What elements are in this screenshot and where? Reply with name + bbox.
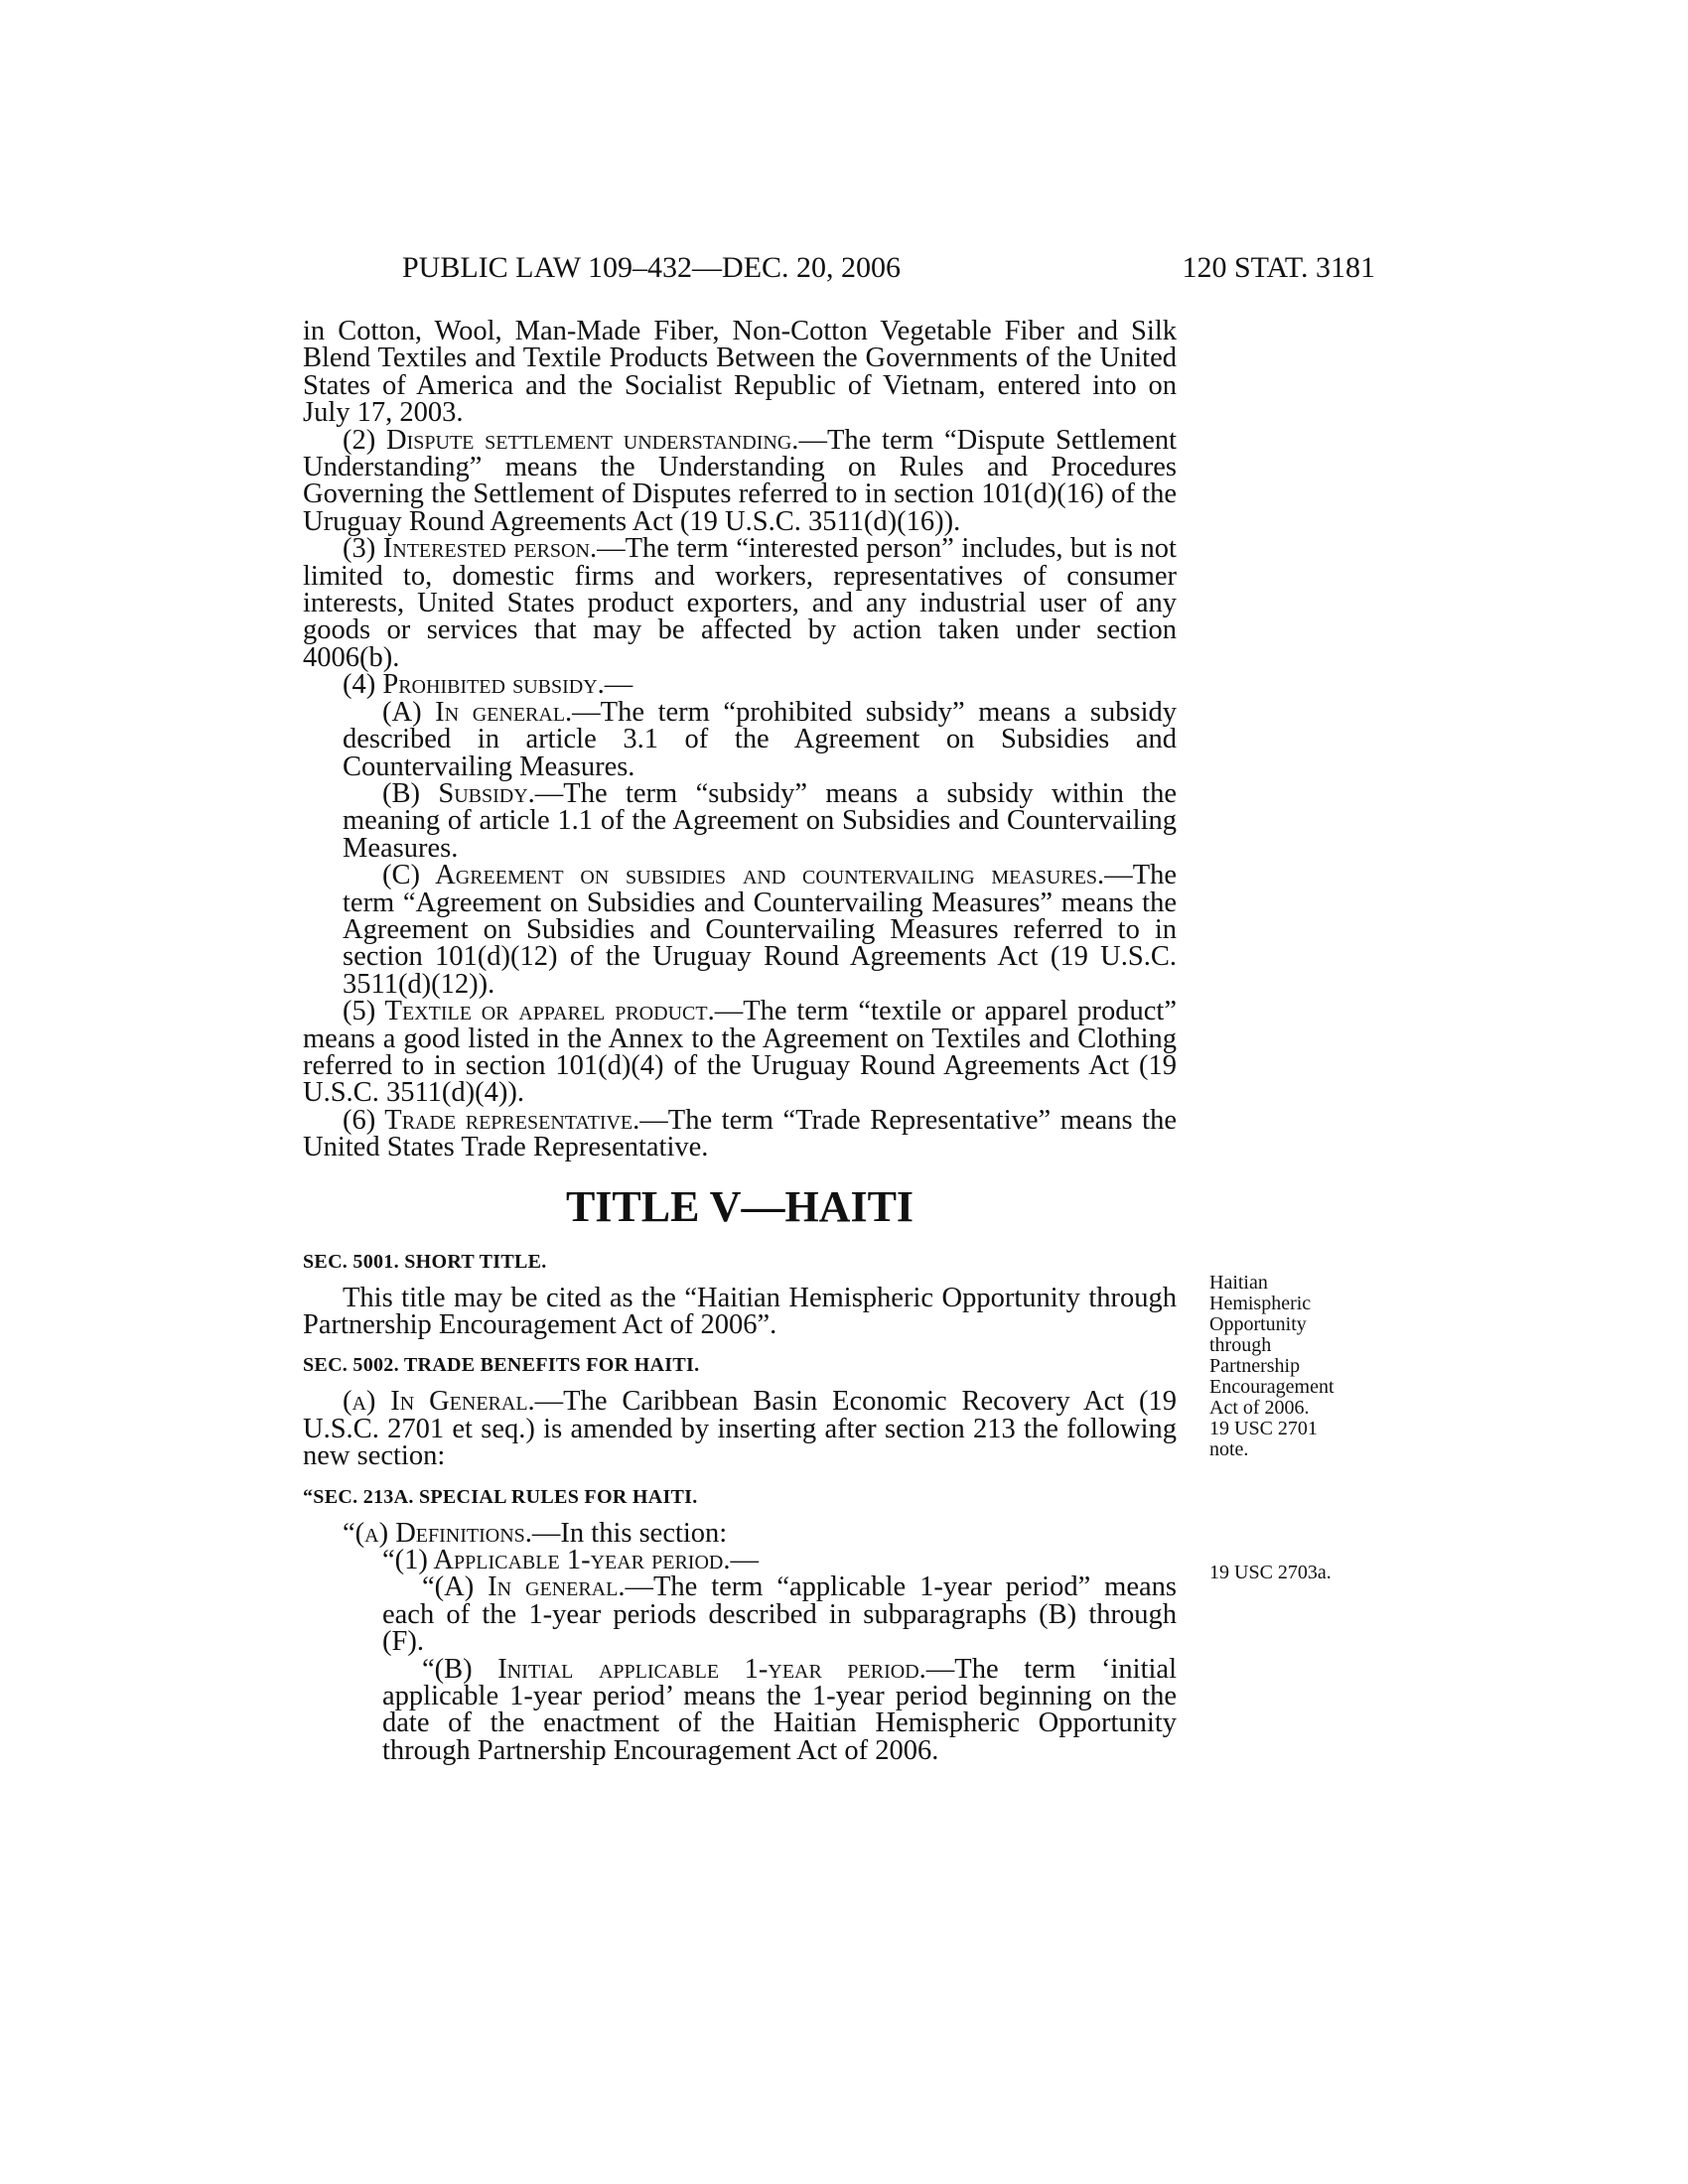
definition-4b: (B) Subsidy.—The term “subsidy” means a subsidy within the meaning of article 1.1 of the Agreement on Subsidies and Countervailing Measures.: [343, 777, 1178, 864]
public-law-citation: PUBLIC LAW 109–432—DEC. 20, 2006: [402, 251, 902, 284]
main-text-column: [303, 318, 1177, 1764]
definition-4c: (C) Agreement on subsidies and countervailing measures.—The term “Agreement on Subsidies and Countervailing Measures” means the Agreement on Subsidies and Countervailing Measures referred to in section 101(d)(12) of the Uruguay Round Agreements Act (19 U.S.C. 3511(d)(12)).: [343, 860, 1177, 1000]
page-header: [402, 248, 1375, 288]
margin-note-short-title: Haitian Hemispheric Opportunity through Partnership Encouragement Act of 2006. 19 USC 2701 note.: [1209, 1272, 1335, 1460]
definition-applicable-period: “(1) Applicable 1-year period.—: [382, 1545, 759, 1576]
definition-4a: (A) In general.—The term “prohibited subsidy” means a subsidy described in article 3.1 of the Agreement on Subsidies and Countervailing Measures.: [343, 696, 1177, 782]
margin-note-usc-2703a: 19 USC 2703a.: [1209, 1562, 1332, 1583]
section-5001-heading: SEC. 5001. SHORT TITLE.: [303, 1250, 547, 1273]
definition-5: (5) Textile or apparel product.—The term “textile or apparel product” means a good listed in the Annex to the Agreement on Textiles and Clothing referred to in section 101(d)(4) of the Uruguay Round Agreements Act (19 U.S.C. 3511(d)(4)).: [303, 996, 1177, 1109]
section-213a-heading: “SEC. 213A. SPECIAL RULES FOR HAITI.: [303, 1485, 698, 1508]
definitions-intro: “(a) Definitions.—In this section:: [343, 1517, 728, 1549]
section-5002-heading: SEC. 5002. TRADE BENEFITS FOR HAITI.: [303, 1354, 700, 1377]
section-5001-text: This title may be cited as the “Haitian Hemispheric Opportunity through Partnership Encouragement Act of 2006”.: [303, 1282, 1177, 1340]
title-heading: TITLE V—HAITI: [565, 1181, 914, 1231]
section-5002-a: (a) In General.—The Caribbean Basin Economic Recovery Act (19 U.S.C. 2701 et seq.) is amended by inserting after section 213 the following new section:: [303, 1386, 1177, 1472]
definition-1b: “(B) Initial applicable 1-year period.—The term ‘initial applicable 1-year period’ means the 1-year period beginning on the date of the enactment of the Haitian Hemispheric Opportunity through Partnership Encouragement Act of 2006.: [382, 1653, 1177, 1766]
stat-page-number: 120 STAT. 3181: [1182, 251, 1375, 284]
paragraph-continuation: in Cotton, Wool, Man-Made Fiber, Non-Cotton Vegetable Fiber and Silk Blend Textiles and Textile Products Between the Governments of the United States of America and the Socialist Republic of Vietnam, entered into on July 17, 2003.: [303, 316, 1177, 429]
definition-3: (3) Interested person.—The term “interested person” includes, but is not limited to, domestic firms and workers, representatives of consumer interests, United States product exporters, and any industrial user of any goods or services that may be affected by action taken under section 4006(b).: [303, 533, 1177, 673]
definition-4: (4) Prohibited subsidy.—: [343, 669, 633, 701]
definition-1a: “(A) In general.—The term “applicable 1-year period” means each of the 1-year periods described in subparagraphs (B) through (F).: [382, 1571, 1177, 1658]
definition-6: (6) Trade representative.—The term “Trade Representative” means the United States Trade Representative.: [303, 1104, 1177, 1163]
definition-2: (2) Dispute settlement understanding.—The term “Dispute Settlement Understanding” means the Understanding on Rules and Procedures Governing the Settlement of Disputes referred to in section 101(d)(16) of the Uruguay Round Agreements Act (19 U.S.C. 3511(d)(16)).: [303, 424, 1178, 537]
